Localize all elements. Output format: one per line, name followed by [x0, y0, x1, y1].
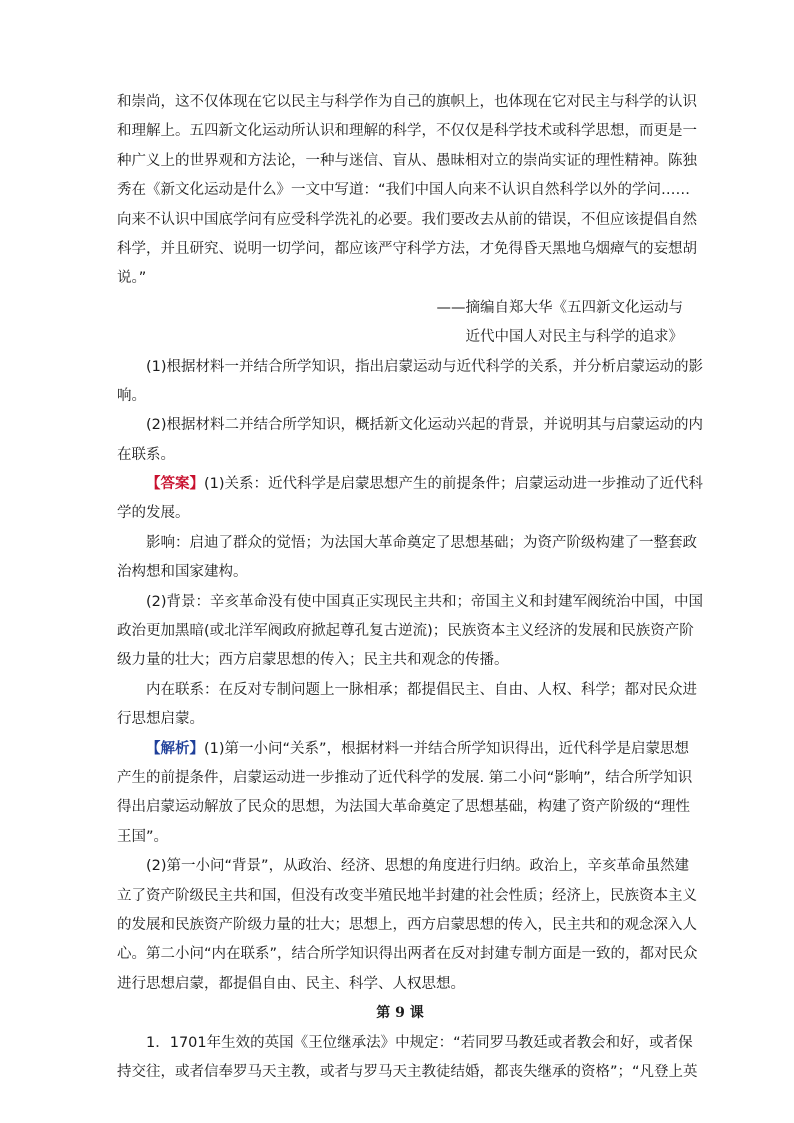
analysis-line: 立了资产阶级民主共和国，但没有改变半殖民地半封建的社会性质；经济上，民族资本主义 [117, 887, 697, 904]
answer-line: 学的发展。 [117, 505, 190, 522]
question-1-cont: 响。 [117, 387, 146, 404]
passage-line: 和理解上。五四新文化运动所认识和理解的科学，不仅仅是科学技术或科学思想，而更是一 [117, 123, 697, 140]
analysis-text: (1)第一小问“关系”，根据材料一并结合所学知识得出，近代科学是启蒙思想 [204, 740, 690, 757]
source-citation: ——摘编自郑大华《五四新文化运动与 [436, 299, 683, 316]
questions [117, 353, 704, 471]
lesson-heading: 第 9 课 [376, 1005, 424, 1022]
answer-line: 内在联系：在反对专制问题上一脉相承；都提倡民主、自由、人权、科学；都对民众进 [146, 681, 697, 698]
analysis-line: 进行思想启蒙，都提倡自由、民主、科学、人权思想。 [117, 975, 465, 992]
question-2: (2)根据材料二并结合所学知识，概括新文化运动兴起的背景，并说明其与启蒙运动的内 [146, 417, 704, 434]
passage-line: 秀在《新文化运动是什么》一文中写道：“我们中国人向来不认识自然科学以外的学问…… [117, 182, 691, 199]
answer-line: 行思想启蒙。 [117, 711, 204, 728]
answer-line: 政治更加黑暗(或北洋军阀政府掀起尊孔复古逆流)；民族资本主义经济的发展和民族资产阶 [117, 623, 694, 640]
answer-tag: 【答案】 [146, 476, 204, 493]
lesson-question-line: 1．1701年生效的英国《王位继承法》中规定：“若同罗马教廷或者教会和好，或者保 [146, 1034, 693, 1051]
lesson-question-line: 持交往，或者信奉罗马天主教，或者与罗马天主教徒结婚，都丧失继承的资格”；“凡登上英 [117, 1063, 698, 1080]
analysis-line: 王国”。 [117, 828, 169, 845]
analysis-line: 产生的前提条件，启蒙运动进一步推动了近代科学的发展. 第二小问“影响”，结合所学知识 [117, 769, 693, 786]
passage-line: 说。” [117, 270, 147, 287]
answer-line: 影响：启迪了群众的觉悟；为法国大革命奠定了思想基础；为资产阶级构建了一整套政 [146, 534, 697, 551]
analysis-line: (2)第一小问“背景”，从政治、经济、思想的角度进行归纳。政治上，辛亥革命虽然建 [146, 858, 690, 875]
analysis-line: 得出启蒙运动解放了民众的思想，为法国大革命奠定了思想基础，构建了资产阶级的“理性 [117, 799, 691, 816]
answer-line: (2)背景：辛亥革命没有使中国真正实现民主共和；帝国主义和封建军阀统治中国，中国 [146, 593, 704, 610]
lesson-question [117, 1029, 698, 1088]
document-page [117, 88, 704, 1087]
analysis-line [117, 735, 690, 764]
question-2-cont: 在联系。 [117, 446, 175, 463]
analysis-section [117, 735, 698, 1000]
passage-line: 和崇尚，这不仅体现在它以民主与科学作为自己的旗帜上，也体现在它对民主与科学的认识 [117, 94, 697, 110]
answer-line: 级力量的壮大；西方启蒙思想的传入；民主共和观念的传播。 [117, 652, 509, 669]
answer-text: (1)关系：近代科学是启蒙思想产生的前提条件；启蒙运动进一步推动了近代科 [204, 476, 704, 493]
passage-line: 种广义上的世界观和方法论，一种与迷信、盲从、愚昧相对立的崇尚实证的理性精神。陈独 [117, 152, 697, 169]
analysis-line: 的发展和民族资产阶级力量的壮大；思想上，西方启蒙思想的传入，民主共和的观念深入人 [117, 916, 697, 933]
material-two-passage [117, 88, 697, 353]
answer-section [117, 470, 704, 735]
answer-line [117, 470, 704, 499]
question-1: (1)根据材料一并结合所学知识，指出启蒙运动与近代科学的关系，并分析启蒙运动的影 [146, 358, 704, 375]
analysis-line: 心。第二小问“内在联系”，结合所学知识得出两者在反对封建专制方面是一致的，都对民众 [117, 946, 698, 963]
analysis-tag: 【解析】 [146, 740, 204, 757]
source-citation: 近代中国人对民主与科学的追求》 [465, 329, 683, 346]
passage-line: 科学，并且研究、说明一切学问，都应该严守科学方法，才免得昏天黑地乌烟瘴气的妄想胡 [117, 240, 697, 257]
passage-line: 向来不认识中国底学问有应受科学洗礼的必要。我们要改去从前的错误，不但应该提倡自然 [117, 211, 697, 228]
answer-line: 治构想和国家建构。 [117, 564, 248, 581]
